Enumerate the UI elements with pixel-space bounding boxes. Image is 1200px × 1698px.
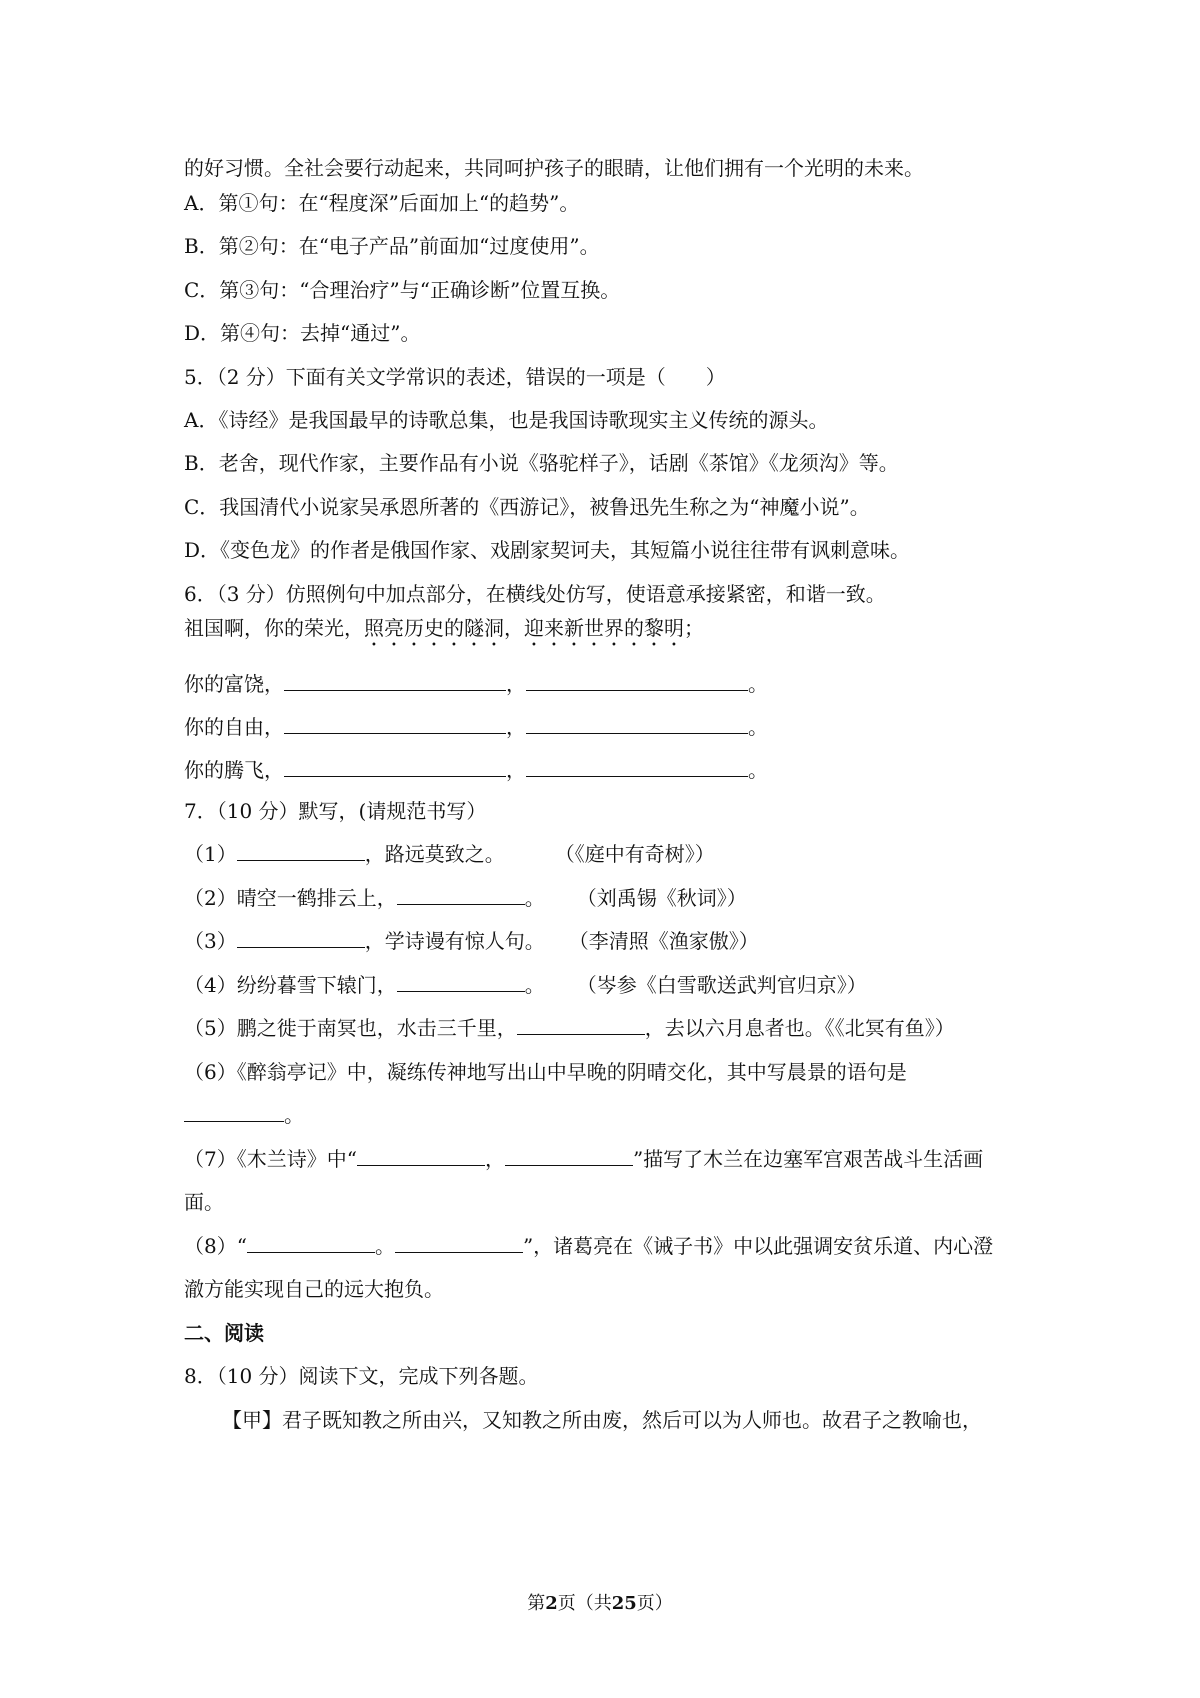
item-text: ”描写了木兰在边塞军宫艰苦战斗生活画 [632,1147,984,1171]
item-text: ，学诗谩有惊人句。 [364,929,545,953]
answer-blank[interactable] [505,1145,633,1166]
answer-blank[interactable] [526,756,748,777]
dictation-item-cont [184,1101,304,1129]
item-text: 。 [524,973,545,997]
dictation-item [184,1145,983,1173]
punct: ， [504,616,524,640]
item-source: （岑参《白雪歌送武判官归京》） [576,973,867,997]
dictation-item [184,971,867,999]
line-lead: 你的自由， [184,715,284,739]
option-d: D．《变色龙》的作者是俄国作家、戏剧家契诃夫，其短篇小说往往带有讽刺意味。 [184,538,911,562]
answer-blank[interactable] [397,971,525,992]
dictation-item [184,840,715,868]
question-8: 8．（10 分）阅读下文，完成下列各题。 [184,1364,539,1388]
dictation-item [184,927,759,955]
dictation-item-cont: 澈方能实现自己的远大抱负。 [184,1277,444,1301]
line-lead: 你的富饶， [184,672,284,696]
answer-blank[interactable] [517,1014,645,1035]
footer-mid: 页（共 [557,1593,612,1614]
imitation-line [184,713,768,741]
total-pages: 25 [611,1593,637,1614]
punct: 。 [374,1234,395,1258]
item-lead: （8）“ [184,1234,247,1258]
line-lead: 你的腾飞， [184,758,284,782]
dictation-item [184,1014,955,1042]
punct: ； [684,616,704,640]
option-b: B．老舍，现代作家，主要作品有小说《骆驼样子》，话剧《茶馆》《龙须沟》等。 [184,451,899,475]
imitation-line [184,670,768,698]
answer-blank[interactable] [284,756,506,777]
option-b: B．第②句：在“电子产品”前面加“过度使用”。 [184,234,600,258]
footer-prefix: 第 [527,1593,546,1614]
example-sentence [184,614,704,651]
answer-blank[interactable] [284,670,506,691]
passage-text: 【甲】君子既知教之所由兴，又知教之所由废，然后可以为人师也。故君子之教喻也， [222,1408,982,1432]
dictation-item: （6）《醉翁亭记》中，凝练传神地写出山中早晚的阴晴交化，其中写晨景的语句是 [184,1060,907,1084]
footer-suffix: 页） [636,1593,673,1614]
example-lead: 祖国啊，你的荣光， [184,616,364,640]
imitation-line [184,756,768,784]
punct: 。 [284,1103,304,1127]
dictation-item [184,1232,993,1260]
item-source: （刘禹锡《秋词》） [576,886,747,910]
section-heading: 二、阅读 [184,1321,264,1345]
item-text: ，路远莫致之。 [364,842,505,866]
answer-blank[interactable] [526,713,748,734]
answer-blank[interactable] [397,884,525,905]
punct: ， [506,672,526,696]
item-lead: （3） [184,929,237,953]
option-c: C．第③句：“合理治疗”与“正确诊断”位置互换。 [184,278,621,302]
answer-blank[interactable] [237,840,365,861]
answer-blank[interactable] [357,1145,485,1166]
option-d: D．第④句：去掉“通过”。 [184,321,421,345]
option-a: A．《诗经》是我国最早的诗歌总集，也是我国诗歌现实主义传统的源头。 [184,408,829,432]
text-line: 的好习惯。全社会要行动起来，共同呵护孩子的眼睛，让他们拥有一个光明的未来。 [184,156,924,180]
item-lead: （1） [184,842,237,866]
option-c: C．我国清代小说家吴承恩所著的《西游记》，被鲁迅先生称之为“神魔小说”。 [184,495,870,519]
question-5: 5．（2 分）下面有关文学常识的表述，错误的一项是（ ） [184,365,726,389]
item-lead: （5）鹏之徙于南冥也，水击三千里， [184,1016,517,1040]
dictation-item-cont: 面。 [184,1190,224,1214]
punct: 。 [748,672,768,696]
dictation-item [184,884,747,912]
answer-blank[interactable] [526,670,748,691]
item-text: ，去以六月息者也。《《北冥有鱼》） [644,1016,955,1040]
question-7: 7．（10 分）默写，(请规范书写） [184,799,487,823]
item-lead: （4）纷纷暮雪下辕门， [184,973,397,997]
item-source: （《庭中有奇树》） [554,842,715,866]
punct: 。 [748,715,768,739]
answer-blank[interactable] [184,1101,284,1122]
page-number: 2 [545,1593,558,1614]
option-a: A．第①句：在“程度深”后面加上“的趋势”。 [184,191,580,215]
answer-blank[interactable] [237,927,365,948]
answer-blank[interactable] [247,1232,375,1253]
item-text: ”，诸葛亮在《诫子书》中以此强调安贫乐道、内心澄 [522,1234,994,1258]
punct: ， [484,1147,505,1171]
punct: ， [506,758,526,782]
item-lead: （7）《木兰诗》中“ [184,1147,357,1171]
dotted-phrase: 照亮历史的隧洞 [364,616,504,640]
item-source: （李清照《渔家傲》） [568,929,759,953]
dotted-phrase: 迎来新世界的黎明 [524,616,684,640]
punct: ， [506,715,526,739]
item-text: 。 [524,886,545,910]
answer-blank[interactable] [284,713,506,734]
page-footer [0,1592,1200,1616]
question-6: 6．（3 分）仿照例句中加点部分，在横线处仿写，使语意承接紧密，和谐一致。 [184,582,886,606]
answer-blank[interactable] [395,1232,523,1253]
item-lead: （2）晴空一鹤排云上， [184,886,397,910]
punct: 。 [748,758,768,782]
